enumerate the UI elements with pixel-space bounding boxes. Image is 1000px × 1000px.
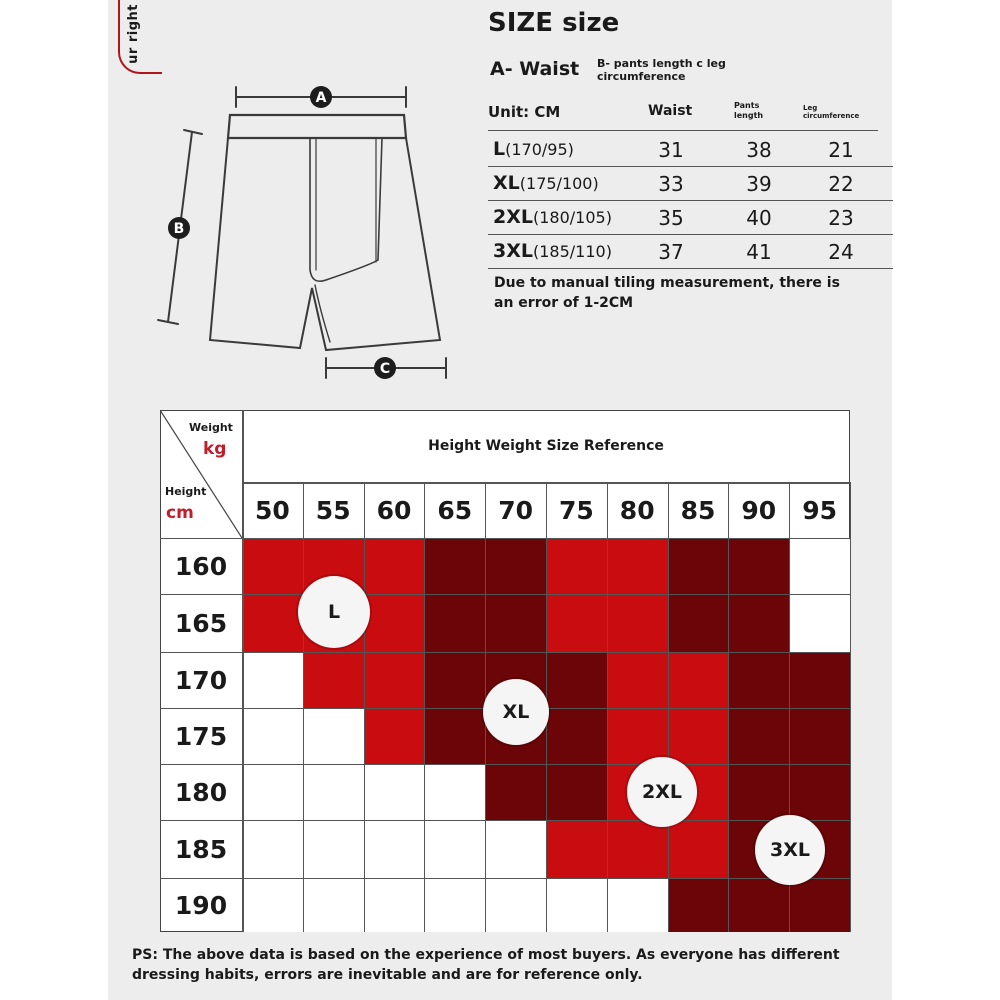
grid-cell bbox=[728, 652, 789, 708]
shorts-diagram bbox=[150, 70, 460, 390]
height-header: 185 bbox=[174, 834, 228, 864]
grid-line-v bbox=[364, 482, 365, 932]
grid-line-h bbox=[160, 820, 850, 821]
grid-cell bbox=[546, 764, 607, 820]
size-row-label bbox=[493, 206, 612, 228]
size-row bbox=[488, 234, 893, 269]
size-waist-value: 37 bbox=[658, 240, 684, 264]
weight-header: 70 bbox=[498, 495, 533, 525]
size-badge: 2XL bbox=[627, 757, 697, 827]
grid-cell bbox=[303, 764, 364, 820]
table-header-rule bbox=[488, 130, 878, 131]
size-code: XL bbox=[493, 172, 520, 194]
height-header: 160 bbox=[174, 551, 228, 581]
label-a: A bbox=[315, 90, 327, 106]
grid-cell bbox=[728, 708, 789, 764]
col-pants-length: Pants length bbox=[734, 101, 764, 120]
grid-cell bbox=[485, 538, 546, 594]
grid-cell bbox=[546, 538, 607, 594]
grid-cell bbox=[607, 594, 668, 652]
grid-cell bbox=[242, 538, 303, 594]
height-header: 165 bbox=[174, 608, 228, 638]
weight-label: Weight bbox=[189, 421, 233, 434]
size-row bbox=[488, 132, 893, 167]
col-leg: Leg circumference bbox=[803, 104, 860, 120]
grid-cell bbox=[789, 878, 850, 932]
grid-cell bbox=[485, 820, 546, 878]
grid-cell bbox=[789, 764, 850, 820]
height-unit: cm bbox=[166, 503, 194, 523]
grid-cell bbox=[607, 820, 668, 878]
grid-cell bbox=[424, 820, 485, 878]
size-code: 3XL bbox=[493, 240, 533, 262]
grid-cell bbox=[303, 652, 364, 708]
grid-cell bbox=[546, 820, 607, 878]
weight-header: 50 bbox=[255, 495, 290, 525]
grid-cell bbox=[364, 652, 425, 708]
size-leg-value: 24 bbox=[828, 240, 854, 264]
weight-header: 90 bbox=[741, 495, 777, 525]
size-pants-value: 40 bbox=[746, 206, 772, 230]
size-waist-value: 33 bbox=[658, 172, 684, 196]
grid-cell bbox=[607, 538, 668, 594]
grid-cell bbox=[242, 878, 303, 932]
grid-line-v bbox=[303, 482, 304, 932]
grid-line-h bbox=[160, 652, 850, 653]
grid-cell bbox=[303, 878, 364, 932]
grid-cell bbox=[668, 820, 729, 878]
weight-header: 75 bbox=[559, 495, 594, 525]
size-row bbox=[488, 166, 893, 201]
size-row-label bbox=[493, 138, 574, 160]
weight-header: 85 bbox=[680, 495, 716, 525]
size-pants-value: 41 bbox=[746, 240, 772, 264]
grid-cell bbox=[546, 708, 607, 764]
size-waist-value: 35 bbox=[658, 206, 684, 230]
grid-cell bbox=[728, 538, 789, 594]
weight-header: 65 bbox=[437, 495, 473, 525]
grid-line-v bbox=[850, 482, 851, 932]
grid-cell bbox=[789, 538, 850, 594]
grid-cell bbox=[424, 652, 485, 708]
grid-cell bbox=[546, 594, 607, 652]
grid-line-v bbox=[242, 410, 244, 932]
height-label: Height bbox=[165, 485, 207, 498]
grid-cell bbox=[242, 820, 303, 878]
grid-cell bbox=[607, 878, 668, 932]
size-row bbox=[488, 200, 893, 235]
grid-line-h bbox=[242, 482, 850, 484]
size-pants-value: 38 bbox=[746, 138, 772, 162]
col-waist: Waist bbox=[648, 103, 693, 119]
reference-title: Height Weight Size Reference bbox=[428, 438, 664, 454]
weight-header: 60 bbox=[376, 495, 412, 525]
grid-cell bbox=[485, 764, 546, 820]
grid-cell bbox=[424, 878, 485, 932]
grid-cell bbox=[242, 708, 303, 764]
grid-line-h bbox=[160, 878, 850, 879]
grid-cell bbox=[668, 538, 729, 594]
height-header: 175 bbox=[174, 721, 228, 751]
size-height-weight: (185/110) bbox=[532, 242, 612, 261]
grid-cell bbox=[728, 878, 789, 932]
height-header: 170 bbox=[174, 665, 228, 695]
grid-cell bbox=[668, 708, 729, 764]
size-height-weight: (180/105) bbox=[532, 208, 612, 227]
size-badge: 3XL bbox=[755, 815, 825, 885]
grid-cell bbox=[668, 652, 729, 708]
grid-cell bbox=[424, 708, 485, 764]
weight-header: 95 bbox=[802, 495, 837, 525]
grid-cell bbox=[364, 820, 425, 878]
grid-cell bbox=[364, 538, 425, 594]
grid-cell bbox=[789, 652, 850, 708]
size-height-weight: (170/95) bbox=[505, 140, 574, 159]
size-pants-value: 39 bbox=[746, 172, 772, 196]
size-code: 2XL bbox=[493, 206, 533, 228]
grid-cell bbox=[728, 764, 789, 820]
size-leg-value: 22 bbox=[828, 172, 854, 196]
grid-cell bbox=[364, 878, 425, 932]
side-tab-label: ur right bbox=[126, 4, 141, 64]
grid-cell bbox=[364, 708, 425, 764]
grid-cell bbox=[242, 652, 303, 708]
size-waist-value: 31 bbox=[658, 138, 684, 162]
height-header: 180 bbox=[174, 777, 228, 807]
grid-cell bbox=[485, 594, 546, 652]
grid-line-v bbox=[424, 482, 425, 932]
grid-cell bbox=[789, 708, 850, 764]
b-note: B- pants length c leg circumference bbox=[597, 57, 726, 83]
grid-cell bbox=[242, 764, 303, 820]
grid-cell bbox=[546, 652, 607, 708]
grid-cell bbox=[607, 708, 668, 764]
grid-line-v bbox=[728, 482, 729, 932]
grid-cell bbox=[364, 594, 425, 652]
grid-cell bbox=[303, 708, 364, 764]
height-header: 190 bbox=[174, 890, 228, 920]
grid-cell bbox=[546, 878, 607, 932]
size-row-label bbox=[493, 240, 612, 262]
weight-header: 80 bbox=[619, 495, 655, 525]
size-title: SIZE size bbox=[488, 8, 620, 38]
side-tab bbox=[118, 0, 162, 74]
size-badge: L bbox=[298, 576, 370, 648]
unit-label: Unit: CM bbox=[488, 103, 561, 121]
grid-cell bbox=[728, 594, 789, 652]
size-row-label bbox=[493, 172, 599, 194]
ps-note: PS: The above data is based on the experience of most buyers. As everyone has different dressing habits, errors are inevitable and are for reference only. bbox=[132, 947, 840, 983]
size-code: L bbox=[493, 138, 506, 160]
grid-line-h bbox=[160, 764, 850, 765]
measurement-note: Due to manual tiling measurement, there is an error of 1-2CM bbox=[494, 275, 840, 311]
grid-line-h bbox=[160, 594, 850, 595]
grid-cell bbox=[364, 764, 425, 820]
weight-header: 55 bbox=[315, 495, 351, 525]
a-waist-label: A- Waist bbox=[490, 58, 580, 80]
grid-cell bbox=[607, 652, 668, 708]
size-leg-value: 23 bbox=[828, 206, 854, 230]
label-c: C bbox=[379, 361, 391, 377]
size-height-weight: (175/100) bbox=[519, 174, 599, 193]
grid-cell bbox=[668, 878, 729, 932]
grid-cell bbox=[424, 764, 485, 820]
grid-line-v bbox=[668, 482, 669, 932]
grid-cell bbox=[789, 594, 850, 652]
grid-cell bbox=[668, 594, 729, 652]
weight-unit: kg bbox=[203, 439, 227, 459]
grid-cell bbox=[303, 820, 364, 878]
grid-cell bbox=[242, 594, 303, 652]
grid-cell bbox=[485, 878, 546, 932]
grid-cell bbox=[424, 594, 485, 652]
grid-cell bbox=[424, 538, 485, 594]
size-leg-value: 21 bbox=[828, 138, 854, 162]
label-b: B bbox=[173, 221, 185, 237]
grid-line-h bbox=[160, 538, 850, 539]
grid-line-v bbox=[607, 482, 608, 932]
size-badge: XL bbox=[483, 679, 549, 745]
